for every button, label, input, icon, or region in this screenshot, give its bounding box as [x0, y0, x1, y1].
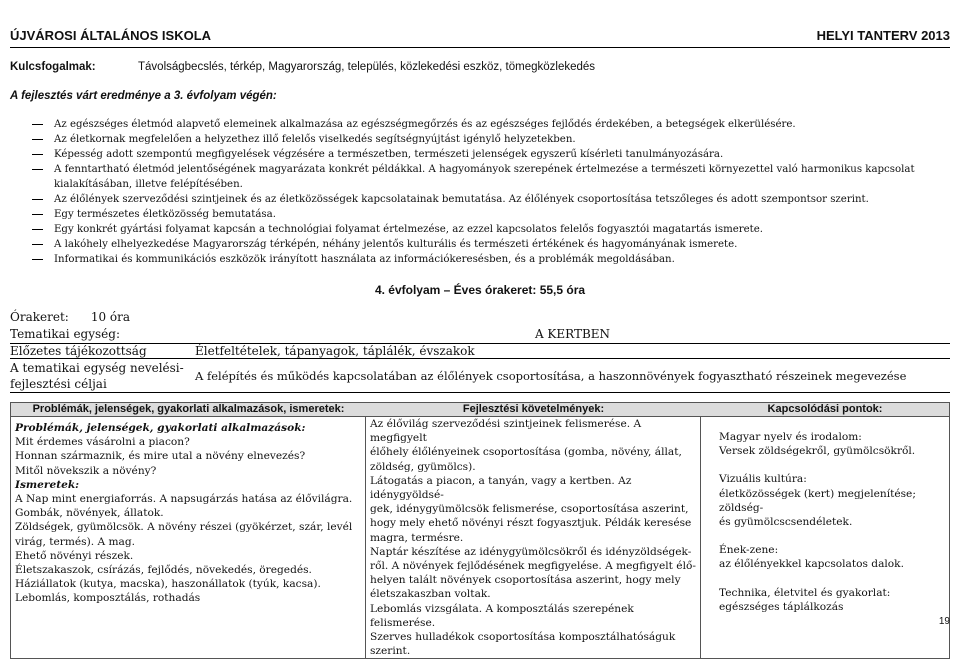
content-table: [10, 402, 950, 659]
visual-value: és gyümölcscsendéletek.: [719, 516, 853, 529]
problems-column: [11, 417, 366, 658]
requirement-line: ről. A növények fejlődésének megfigyelése. A megfigyelt élő-: [370, 560, 696, 573]
music-value: az élőlényekkel kapcsolatos dalok.: [719, 558, 904, 571]
curriculum-name: HELYI TANTERV 2013: [816, 28, 950, 43]
header-divider: [10, 47, 950, 48]
hungarian-value: Versek zöldségekről, gyümölcsökről.: [719, 445, 916, 458]
header-problems: Problémák, jelenségek, gyakorlati alkalmazások, ismeretek:: [32, 403, 345, 415]
outcome-item: Az élőlények szerveződési szintjeinek és az életközösségek kapcsolatainak bemutatása. Az élőlények csoportosítása tetszőleges és adott szempontsor szerint.: [32, 192, 948, 207]
prior-label: Előzetes tájékozottság: [10, 344, 147, 358]
outcome-item: A fenntartható életmód jelentőségének magyarázata konkrét példákkal. A hagyományok szerepének értelmezése a természeti környezettel való harmonikus kapcsolat kialakításában, illetve felépítésében.: [32, 162, 948, 192]
requirement-line: magra, termésre.: [370, 531, 464, 544]
knowledge-item: Életszakaszok, csírázás, fejlődés, növekedés, öregedés.: [15, 564, 312, 577]
knowledge-item: A Nap mint energiaforrás. A napsugárzás hatása az élővilágra.: [15, 493, 353, 506]
table-header: [11, 403, 949, 417]
header-connections: Kapcsolódási pontok:: [767, 403, 883, 415]
knowledge-title: Ismeretek:: [15, 478, 80, 491]
keywords-line: [10, 61, 595, 73]
keywords-value: Távolságbecslés, térkép, Magyarország, település, közlekedési eszköz, tömegközlekedés: [138, 61, 596, 73]
outcome-item: Képesség adott szempontú megfigyelések végzésére a természetben, természeti jelenségek egyszerű kísérleti tanulmányozására.: [32, 147, 948, 162]
hungarian-title: Magyar nyelv és irodalom:: [719, 431, 862, 443]
goals-value: A felépítés és működés kapcsolatában az élőlények csoportosítása, a haszonnövények fogyasztható részeinek megevezése: [195, 368, 907, 383]
knowledge-item: virág, termés). A mag.: [15, 535, 136, 548]
problem-item: Mit érdemes vásárolni a piacon?: [15, 436, 190, 449]
topic-label: Tematikai egység:: [10, 327, 120, 341]
connections-column: [701, 417, 949, 658]
outcome-item: Informatikai és kommunikációs eszközök irányított használata az információkeresésben, és a problémák megoldásában.: [32, 252, 948, 267]
outcome-item: Az életkornak megfelelően a helyzethez illő felelős viselkedés segítségnyújtást igénylő helyzetekben.: [32, 132, 948, 147]
outcome-item: A lakóhely elhelyezkedése Magyarország térképén, néhány jelentős kulturális és természeti értékének és hagyományának ismerete.: [32, 237, 948, 252]
hours-value: 10 óra: [90, 309, 131, 324]
goals-label-line: A tematikai egység nevelési-: [10, 360, 184, 375]
requirement-line: Szerves hulladékok csoportosítása komposztálhatóságuk: [370, 631, 676, 644]
outcome-item: Egy konkrét gyártási folyamat kapcsán a technológiai folyamat értelmezése, az ezzel kapcsolatos felelős fogyasztói magatartás ismerete.: [32, 222, 948, 237]
knowledge-item: Zöldségek, gyümölcsök. A növény részei (gyökérzet, szár, levél: [15, 521, 353, 534]
problems-title: Problémák, jelenségek, gyakorlati alkalmazások:: [15, 422, 306, 434]
header-requirements: Fejlesztési követelmények:: [462, 403, 605, 415]
requirement-line: Az élővilág szerveződési szintjeinek felismerése. A megfigyelt: [370, 418, 642, 445]
requirement-line: élőhely élőlényeinek csoportosítása (gomba, növény, állat,: [370, 446, 682, 459]
outcomes-list: [32, 117, 948, 267]
requirement-line: helyen talált növények csoportosítása aszerint, hogy mely: [370, 574, 681, 587]
requirement-line: Látogatás a piacon, a tanyán, vagy a kertben. Az idénygyöldsé-: [370, 474, 632, 502]
page-header: [10, 28, 950, 43]
table-body: [11, 417, 949, 658]
grade-title: 4. évfolyam – Éves órakeret: 55,5 óra: [374, 283, 586, 297]
goals-label-line: fejlesztési céljai: [10, 376, 107, 391]
requirement-line: Naptár készítése az idénygyümölcsökről és idényzöldségek-: [370, 545, 692, 558]
outcomes-title: A fejlesztés várt eredménye a 3. évfolyam végén:: [10, 90, 277, 102]
page-number: 19: [938, 616, 950, 627]
hours-row: [10, 308, 950, 325]
tech-title: Technika, életvitel és gyakorlat:: [719, 586, 891, 599]
outcome-item: Egy természetes életközösség bemutatása.: [32, 207, 948, 222]
topic-value: A KERTBEN: [534, 327, 611, 341]
outcome-item: Az egészséges életmód alapvető elemeinek alkalmazása az egészségmegőrzés és az egészséges fejlődés érdekében, a betegségek elkerülésére.: [32, 117, 948, 132]
requirement-line: szerint.: [370, 645, 411, 658]
problem-item: Honnan származnik, és mire utal a növény elnevezés?: [15, 450, 306, 463]
knowledge-item: Lebomlás, komposztálás, rothadás: [15, 592, 201, 605]
visual-title: Vizuális kultúra:: [719, 473, 807, 486]
requirement-line: gek, idénygyümölcsök felismerése, csoportosítása aszerint,: [370, 503, 689, 516]
problem-item: Mitől növekszik a növény?: [15, 464, 157, 477]
knowledge-item: Ehető növényi részek.: [15, 549, 134, 562]
visual-value: életközösségek (kert) megjelenítése; zöldség-: [719, 487, 916, 514]
keywords-label: Kulcsfogalmak:: [10, 61, 96, 73]
requirement-line: hogy mely ehető növényi részt fogyasztjuk. Példák keresése: [370, 517, 692, 530]
prior-knowledge-row: [10, 343, 950, 359]
prior-value: Életfeltételek, tápanyagok, táplálék, évszakok: [195, 344, 475, 358]
school-name: ÚJVÁROSI ÁLTALÁNOS ISKOLA: [10, 28, 212, 43]
requirement-line: zöldség, gyümölcs).: [370, 460, 476, 473]
requirements-column: [366, 417, 701, 658]
topic-row: [10, 325, 950, 343]
goals-row: [10, 359, 950, 393]
requirement-line: életszakaszban voltak.: [370, 588, 491, 601]
music-title: Ének-zene:: [719, 544, 779, 557]
goals-label: [10, 360, 195, 392]
unit-info: [10, 308, 950, 393]
knowledge-item: Gombák, növények, állatok.: [15, 507, 164, 520]
knowledge-item: Háziállatok (kutya, macska), haszonállatok (tyúk, kacsa).: [15, 578, 321, 591]
tech-value: egészséges táplálkozás: [719, 600, 844, 613]
hours-label: Órakeret:: [10, 309, 69, 324]
requirement-line: Lebomlás vizsgálata. A komposztálás szerepének felismerése.: [370, 602, 634, 629]
